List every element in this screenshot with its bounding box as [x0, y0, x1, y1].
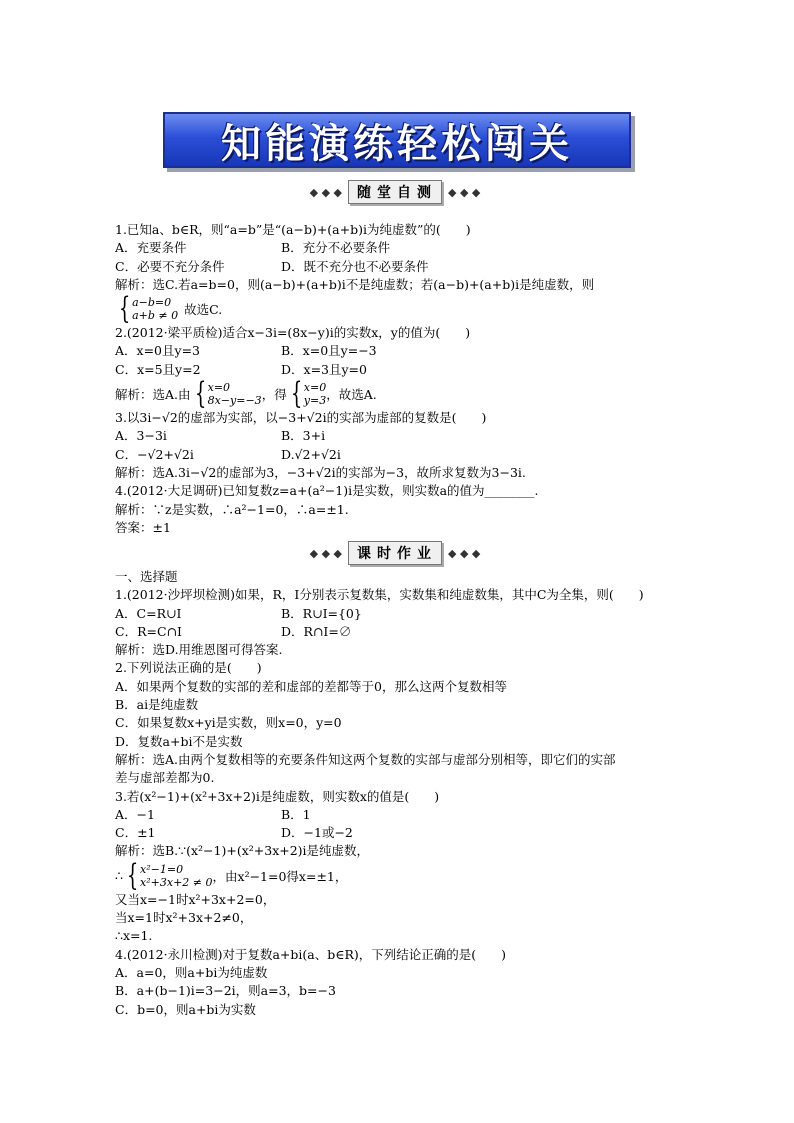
- section-title: 随堂自测: [348, 180, 442, 204]
- section-heading: 一、选择题: [115, 569, 178, 584]
- question-4: 4.(2012·永川检测)对于复数a+bi(a、b∈R)，下列结论正确的是( ): [115, 946, 507, 962]
- answer-4: 答案：±1: [115, 519, 171, 535]
- option-c: C．b=0，则a+bi为实数: [115, 1001, 256, 1017]
- diamond-decoration-right: ◆ ◆ ◆: [448, 185, 481, 199]
- option-b: B．a+(b−1)i=3−2i，则a=3，b=−3: [115, 983, 336, 999]
- question-1: 1.已知a、b∈R，则“a=b”是“(a−b)+(a+b)i为纯虚数”的( ): [115, 222, 471, 237]
- section-title: 课时作业: [348, 541, 442, 565]
- solution-text: ，故选A.: [326, 387, 377, 403]
- question-3: 3.若(x²−1)+(x²+3x+2)i是纯虚数，则实数x的值是( ): [115, 788, 440, 804]
- solution-1: 解析：选D.用维恩图可得答案.: [115, 642, 283, 658]
- option-a: A．−1: [115, 806, 155, 822]
- option-c: C．如果复数x+yi是实数，则x=0，y=0: [115, 715, 342, 731]
- option-d: D．R∩I=∅: [281, 623, 352, 639]
- solution-text: ，得: [261, 387, 287, 403]
- system-lines: [208, 381, 262, 407]
- option-c: C．±1: [115, 825, 156, 841]
- solution-4: 解析：∵z是实数，∴a²−1=0，∴a=±1.: [115, 501, 349, 517]
- solution-tail: 故选C.: [184, 302, 223, 318]
- question-2: 2.下列说法正确的是( ): [115, 660, 262, 676]
- diamond-decoration-left: ◆ ◆ ◆: [309, 185, 342, 199]
- system-lines: [140, 863, 212, 889]
- left-brace: {: [118, 291, 131, 327]
- option-b: B．x=0且y=−3: [281, 343, 377, 359]
- option-a: A．充要条件: [115, 240, 187, 256]
- solution-3: 解析：选A.3i−√2的虚部为3，−3+√2i的实部为−3，故所求复数为3−3i.: [115, 464, 526, 480]
- left-brace: {: [194, 376, 206, 412]
- question-3: 3.以3i−√2的虚部为实部，以−3+√2i的实部为虚部的复数是( ): [115, 410, 487, 426]
- question-4: 4.(2012·大足调研)已知复数z=a+(a²−1)i是实数，则实数a的值为________.: [115, 483, 539, 499]
- option-d: D．x=3且y=0: [281, 361, 367, 377]
- solution-3-line: ∴x=1.: [115, 928, 153, 944]
- solution-1: 解析：选C.若a=b=0，则(a−b)+(a+b)i不是纯虚数；若(a−b)+(a+b)i是纯虚数，则: [115, 276, 595, 292]
- system-line: x=0: [207, 381, 231, 395]
- solution-text: ，由x²−1=0得x=±1，: [212, 868, 348, 884]
- option-a: A．a=0，则a+bi为纯虚数: [115, 964, 268, 980]
- section-header-in-class-test: [300, 180, 490, 204]
- solution-2: 解析：选A.由两个复数相等的充要条件知这两个复数的实部与虚部分别相等，即它们的实部: [115, 751, 616, 767]
- option-a: A．3−3i: [115, 428, 167, 444]
- options-row: [115, 342, 685, 360]
- option-c: C．x=5且y=2: [115, 361, 201, 377]
- system-line: x=0: [303, 381, 327, 395]
- solution-3-line: 当x=1时x²+3x+2≠0，: [115, 910, 253, 926]
- option-b: B．ai是纯虚数: [115, 697, 199, 713]
- options-row: [115, 806, 685, 824]
- system-line: a−b=0: [132, 296, 172, 310]
- therefore-symbol: ∴: [115, 868, 123, 884]
- question-2: 2.(2012·梁平质检)适合x−3i=(8x−y)i的实数x，y的值为( ): [115, 325, 471, 341]
- option-b: B．充分不必要条件: [281, 240, 391, 256]
- in-class-test-questions: [115, 221, 685, 537]
- system-lines: [304, 381, 326, 407]
- left-brace: {: [290, 376, 302, 412]
- option-a: A．如果两个复数的实部的差和虚部的差都等于0，那么这两个复数相等: [115, 678, 507, 694]
- banner-title: 知能演练轻松闯关: [221, 119, 573, 167]
- system-line: x²−1=0: [140, 862, 184, 876]
- option-c: C．−√2+√2i: [115, 446, 194, 462]
- options-row: [115, 446, 685, 464]
- system-line: 8x−y=−3: [207, 394, 262, 408]
- equation-system: [115, 291, 685, 327]
- options-row: [115, 427, 685, 445]
- options-row: [115, 824, 685, 842]
- solution-3-line: 又当x=−1时x²+3x+2=0，: [115, 891, 276, 907]
- options-row: [115, 239, 685, 257]
- options-row: [115, 605, 685, 623]
- system-line: y=3: [303, 394, 327, 408]
- solution-2: [115, 376, 685, 412]
- solution-3: 解析：选B.∵(x²−1)+(x²+3x+2)i是纯虚数，: [115, 843, 370, 859]
- left-brace: {: [126, 857, 139, 893]
- system-line: a+b ≠ 0: [132, 309, 179, 323]
- solution-2-cont: 差与虚部差都为0.: [115, 770, 215, 786]
- option-b: B．1: [281, 806, 311, 822]
- system-line: x²+3x+2 ≠ 0: [140, 875, 213, 889]
- section-header-homework: [300, 541, 490, 565]
- option-b: B．3+i: [281, 428, 326, 444]
- homework-questions: [115, 568, 685, 1019]
- system-lines: [132, 296, 178, 322]
- solution-text: 解析：选A.由: [115, 387, 191, 403]
- option-a: A．C=R∪I: [115, 605, 182, 621]
- option-c: C．必要不充分条件: [115, 258, 225, 274]
- option-d: D．−1或−2: [281, 825, 353, 841]
- option-d: D．复数a+bi不是实数: [115, 733, 243, 749]
- question-1: 1.(2012·沙坪坝检测)如果，R，I分别表示复数集，实数集和纯虚数集，其中C为全集，则( ): [115, 587, 644, 603]
- option-d: D.√2+√2i: [281, 446, 341, 462]
- option-b: B．R∪I={0}: [281, 605, 362, 621]
- page-banner: [163, 112, 631, 168]
- option-c: C．R=C∩I: [115, 623, 182, 639]
- options-row: [115, 623, 685, 641]
- diamond-decoration-left: ◆ ◆ ◆: [309, 546, 342, 560]
- options-row: [115, 258, 685, 276]
- option-d: D．既不充分也不必要条件: [281, 258, 429, 274]
- equation-system: [115, 857, 685, 893]
- diamond-decoration-right: ◆ ◆ ◆: [448, 546, 481, 560]
- option-a: A．x=0且y=3: [115, 343, 200, 359]
